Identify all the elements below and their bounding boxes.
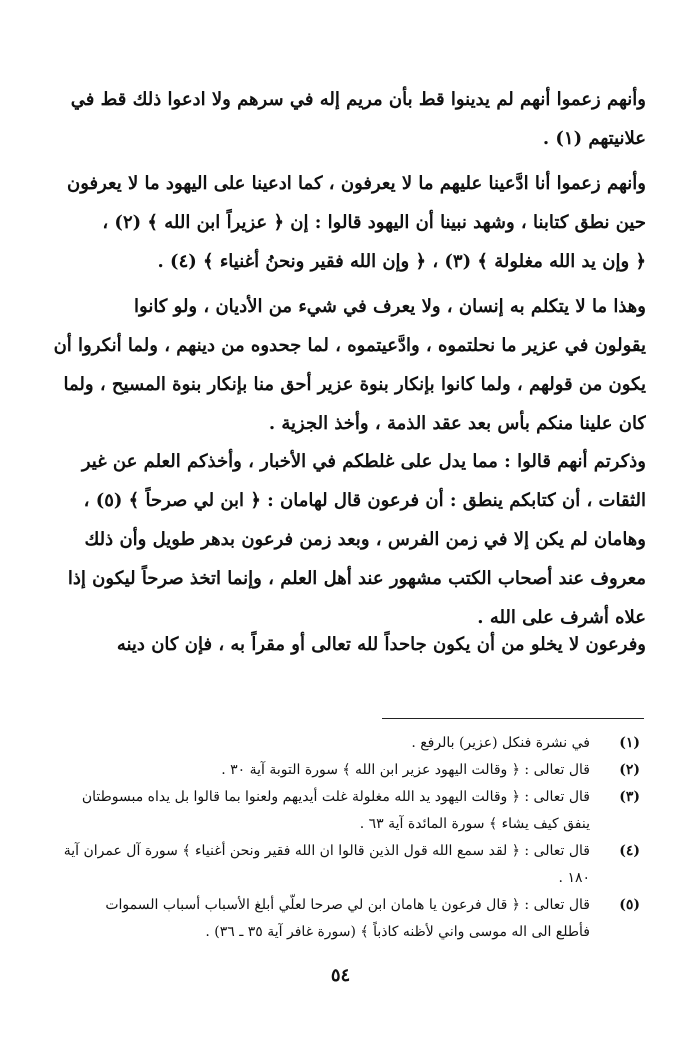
paragraph-3 (40, 287, 646, 443)
text-line: علاه أشرف على الله . (477, 607, 646, 628)
text-line: وهذا ما لا يتكلم به إنسان ، ولا يعرف في شيء من الأديان ، ولو كانوا (134, 296, 646, 317)
footnote (40, 757, 640, 784)
paragraph-5 (40, 625, 646, 664)
text-line: علانيتهم (١) . (542, 128, 646, 149)
footnote (40, 892, 640, 946)
paragraph-2 (40, 164, 646, 281)
footnote (40, 838, 640, 892)
text-line: وأنهم زعموا أنا ادَّعينا عليهم ما لا يعرفون ، كما ادعينا على اليهود ما لا يعرفون (66, 173, 646, 194)
text-line: يكون من قولهم ، ولما كانوا بإنكار بنوة عزير أحق منا بإنكار بنوة المسيح ، ولما (63, 374, 646, 395)
paragraph-1 (40, 80, 646, 158)
text-line: وأنهم زعموا أنهم لم يدينوا قط بأن مريم إله في سرهم ولا ادعوا ذلك قط في (70, 89, 646, 110)
footnote-text (40, 838, 590, 892)
page-number: ٥٤ (330, 965, 351, 986)
text-line: معروف عند أصحاب الكتب مشهور عند أهل العلم ، وإنما اتخذ صرحاً ليكون إذا (67, 568, 646, 589)
text-line: الثقات ، أن كتابكم ينطق : أن فرعون قال لهامان : ﴿ ابن لي صرحاً ﴾ (٥) ، (83, 490, 646, 511)
footnote-line: ١٨٠ . (558, 870, 590, 886)
paragraph-4 (40, 442, 646, 637)
text-line: كان علينا منكم بأس بعد عقد الذمة ، وأخذ الجزية . (268, 413, 646, 434)
text-line: يقولون في عزير ما نحلتموه ، وادَّعيتموه ، لما جحدوه من دينهم ، ولما أنكروا أن (53, 335, 646, 356)
footnote-text (40, 892, 590, 946)
footnote (40, 784, 640, 838)
footnote-line: فأطلع الى اله موسى واني لأظنه كاذباً ﴾ (سورة غافر آية ٣٥ ـ ٣٦) . (205, 924, 590, 940)
footnote-number: (١) (619, 735, 640, 751)
footnote-text (40, 784, 590, 838)
footnote-line: قال تعالى : ﴿ وقالت اليهود عزير ابن الله ﴾ سورة التوبة آية ٣٠ . (221, 762, 590, 778)
footnote-number: (٢) (619, 762, 640, 778)
footnote-line: قال تعالى : ﴿ وقالت اليهود يد الله مغلولة غلت أيديهم ولعنوا بما قالوا بل يداه مبسوطتان (81, 789, 590, 805)
footnote (40, 730, 640, 757)
footnote-text (40, 730, 590, 757)
footnote-line: قال تعالى : ﴿ قال فرعون يا هامان ابن لي صرحا لعلّي أبلغ الأسباب أسباب السموات (105, 897, 590, 913)
footnote-number: (٤) (619, 843, 640, 859)
text-line: حين نطق كتابنا ، وشهد نبينا أن اليهود قالوا : إن ﴿ عزيراً ابن الله ﴾ (٢) ، (102, 212, 646, 233)
text-line: وفرعون لا يخلو من أن يكون جاحداً لله تعالى أو مقراً به ، فإن كان دينه (116, 634, 646, 655)
footnote-number: (٣) (619, 789, 640, 805)
footnote-number: (٥) (619, 897, 640, 913)
footnote-divider (382, 718, 644, 719)
footnote-line: في نشرة فنكل (عزير) بالرفع . (411, 735, 590, 751)
footnote-text (40, 757, 590, 784)
text-line: وذكرتم أنهم قالوا : مما يدل على غلطكم في الأخبار ، وأخذكم العلم عن غير (81, 451, 646, 472)
footnote-line: قال تعالى : ﴿ لقد سمع الله قول الذين قالوا ان الله فقير ونحن أغنياء ﴾ سورة آل عمران آية (63, 843, 590, 859)
text-line: وهامان لم يكن إلا في زمن الفرس ، وبعد زمن فرعون بدهر طويل وأن ذلك (84, 529, 646, 550)
footnotes (40, 730, 640, 946)
footnote-line: ينفق كيف يشاء ﴾ سورة المائدة آية ٦٣ . (359, 816, 590, 832)
text-line: ﴿ وإن يد الله مغلولة ﴾ (٣) ، ﴿ وإن الله فقير ونحنُ أغنياء ﴾ (٤) . (157, 251, 646, 272)
